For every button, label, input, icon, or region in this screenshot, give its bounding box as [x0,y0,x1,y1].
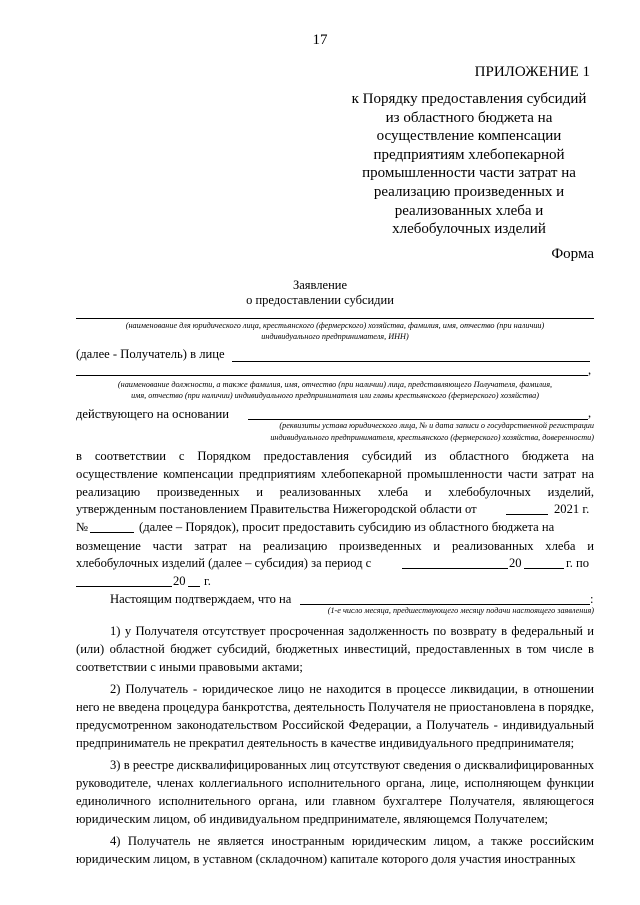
statement-title: Заявление [292,278,347,292]
statement-subtitle: о предоставлении субсидии [246,293,394,307]
year-prefix: 20 [173,574,186,588]
appendix-subtitle [346,90,592,239]
appendix-subtitle-line: хлебобулочных изделий [392,221,546,238]
statement-heading [0,278,640,308]
list-item: 4) Получатель не является иностранным юридическим лицом, а также российским юридическим лицом, в уставном (складочном) капитале которого доля участия иностранных [76,834,594,866]
representative-note-1: (наименование должности, а также фамилия, имя, отчество (при наличии) лица, представляющего Получателя, фамилия, [117,380,553,389]
applicant-name-note-2: индивидуального предпринимателя, ИНН) [261,332,409,341]
list-item: 2) Получатель - юридическое лицо не находится в процессе ликвидации, в отношении него не введена процедура банкротства, деятельность Получателя не приостановлена в порядке, предусмотренном законодательством Российской Федерации, а Получатель - индивидуальный предприниматель не прекратил деятельность в качестве индивидуального предпринимателя; [76,682,594,750]
recipient-person-line[interactable] [232,361,590,362]
recipient-prefix: (далее - Получатель) в лице [76,347,225,361]
main-text-line: осуществление компенсации предприятиям хлебопекарной промышленности части затрат на [76,467,594,481]
main-text-line: утвержденным постановлением Правительства Нижегородской области от [76,502,477,516]
date-note: (1-е число месяца, предшествующего месяцу подачи настоящего заявления) [327,606,594,615]
acting-basis-label: действующего на основании [76,407,229,421]
representative-note-2: имя, отчество (при наличии) индивидуального предпринимателя или главы крестьянского (фермерского) хозяйства) [131,391,539,400]
period-from-line[interactable] [402,568,508,569]
period-to-label: г. по [566,556,590,570]
appendix-subtitle-line: из областного бюджета на [385,109,553,126]
list-item: 1) у Получателя отсутствует просроченная задолженность по возврату в федеральный и (или) областной бюджет субсидий, бюджетных инвестиций, предоставленных в том числе в соответствии с иными правовыми актами; [76,624,594,674]
main-text-line: (далее – Порядок), просит предоставить субсидию из областного бюджета на [139,520,555,534]
appendix-subtitle-line: к Порядку предоставления субсидий [351,91,587,107]
decree-number-line[interactable] [90,532,134,533]
list-item: 3) в реестре дисквалифицированных лиц отсутствуют сведения о дисквалифицированных руководителе, членах коллегиального исполнительного органа, лице, исполняющем функции единоличного исполнительного органа, или главном бухгалтере Получателя, являющегося юридическим лицом, об индивидуальном предпринимателе, являющемся Получателем; [76,758,594,826]
applicant-name-line[interactable] [76,318,594,319]
applicant-name-note-1: (наименование для юридического лица, крестьянского (фермерского) хозяйства, фамилия, имя, отчество (при наличии) [125,321,545,330]
appendix-title: ПРИЛОЖЕНИЕ 1 [474,64,590,80]
period-to-line[interactable] [76,586,172,587]
appendix-subtitle-line: предприятиям хлебопекарной [373,146,565,163]
representative-line[interactable] [76,375,588,376]
main-text-line: возмещение части затрат на реализацию произведенных и реализованных хлеба и [76,539,594,553]
year-prefix: 20 [509,556,522,570]
decree-date-line[interactable] [506,514,548,515]
number-sign: № [76,520,89,534]
comma: , [588,406,592,420]
period-to-year-line[interactable] [188,586,200,587]
colon: : [590,592,594,606]
main-text-line: хлебобулочных изделий (далее – субсидия) за период с [76,556,372,570]
form-label: Форма [551,246,594,262]
page-number: 17 [312,32,328,48]
basis-note-1: (реквизиты устава юридического лица, № и дата записи о государственной регистрации [279,421,594,430]
main-text-line: реализацию произведенных и реализованных хлеба и хлебобулочных изделий, [76,485,594,499]
appendix-subtitle-line: осуществление компенсации [376,128,562,145]
appendix-subtitle-line: реализованных хлеба и [394,202,544,219]
comma: , [588,363,592,377]
main-text-line: в соответствии с Порядком предоставления субсидий из областного бюджета на [76,449,594,463]
year-suffix: г. [204,574,211,588]
appendix-subtitle-line: реализацию произведенных и [373,183,565,200]
period-from-year-line[interactable] [524,568,564,569]
confirm-label: Настоящим подтверждаем, что на [110,592,292,606]
appendix-subtitle-line: промышленности части затрат на [362,165,576,182]
main-text-year: 2021 г. [554,502,590,516]
basis-note-2: индивидуального предпринимателя, крестьянского (фермерского) хозяйства, доверенности) [270,433,594,442]
